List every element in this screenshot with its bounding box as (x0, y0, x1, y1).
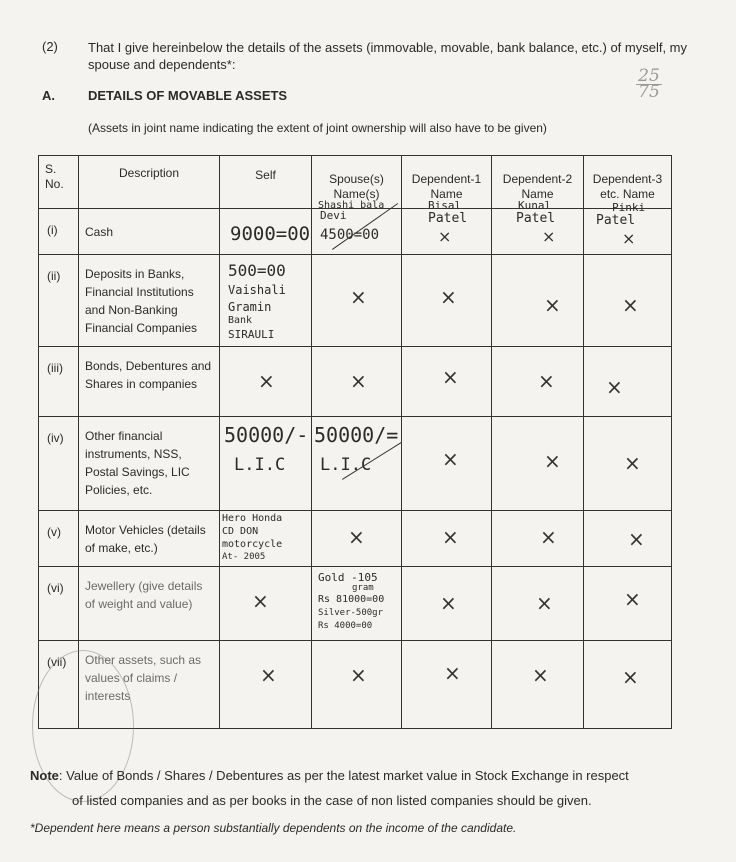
header-dependent-3: Dependent-3 etc. Name Pinki (584, 156, 672, 209)
cross-mark: × (624, 587, 641, 611)
handwritten-value: Bank (228, 315, 253, 326)
cell-dep2 (492, 255, 584, 347)
cell-dep1 (402, 347, 492, 417)
cross-mark: × (260, 663, 277, 687)
cell-dep2 (492, 567, 584, 641)
cross-mark: × (544, 293, 561, 317)
table-row (39, 209, 672, 255)
row-sno: (v) (39, 511, 79, 567)
handwritten-value: Rs 4000=00 (318, 621, 373, 631)
cell-spouse (312, 641, 402, 729)
row-description: Cash (79, 209, 220, 255)
row-description: Other financial instruments, NSS, Postal Savings, LIC Policies, etc. (79, 417, 220, 511)
handwritten-value: 50000/= (314, 423, 399, 447)
cell-dep3 (584, 641, 672, 729)
cross-mark: × (540, 525, 557, 549)
cell-self (220, 255, 312, 347)
cell-spouse (312, 417, 402, 511)
header-sno: S. No. (39, 156, 79, 209)
cross-mark: × (606, 375, 623, 399)
clause-text: That I give hereinbelow the details of the assets (immovable, movable, bank balance, etc.) of myself, my spouse and dependents*: (88, 40, 688, 72)
cross-mark: × (440, 591, 457, 615)
cell-self (220, 567, 312, 641)
section-note: (Assets in joint name indicating the extent of joint ownership will also have to be given) (88, 121, 547, 135)
cell-spouse (312, 347, 402, 417)
cross-mark: × (252, 589, 269, 613)
cross-mark: × (624, 451, 641, 475)
dependent-2-name-handwritten: Kunal (518, 199, 552, 212)
handwritten-value: Gold -105 (318, 571, 378, 584)
header-spouse: Spouse(s) Name(s) Shashi bala (312, 156, 402, 209)
handwritten-value: 50000/- (224, 423, 309, 447)
cell-dep1 (402, 511, 492, 567)
handwritten-value: SIRAULI (228, 328, 275, 341)
cell-dep3 (584, 347, 672, 417)
cross-mark: × (350, 663, 367, 687)
table-row (39, 255, 672, 347)
cell-self (220, 347, 312, 417)
row-description: Bonds, Debentures and Shares in companies (79, 347, 220, 417)
cell-dep2 (492, 417, 584, 511)
cross-mark: × (532, 663, 549, 687)
handwritten-value: Silver-500gr (318, 608, 384, 618)
cross-mark: × (350, 369, 367, 393)
row-description: Other assets, such as values of claims / interests (79, 641, 220, 729)
cell-dep2 (492, 511, 584, 567)
row-description: Jewellery (give details of weight and value) (79, 567, 220, 641)
cell-dep1 (402, 417, 492, 511)
row-description: Deposits in Banks, Financial Institutions and Non-Banking Financial Companies (79, 255, 220, 347)
row-sno: (ii) (39, 255, 79, 347)
handwritten-value: 9000=00 (230, 223, 311, 245)
cross-mark: × (622, 665, 639, 689)
handwritten-value: Patel (596, 213, 636, 228)
cell-dep1 (402, 255, 492, 347)
handwritten-value: L.I.C (320, 455, 372, 475)
dependent-3-name-handwritten: Pinki (612, 201, 646, 214)
cell-dep1 (402, 567, 492, 641)
cell-spouse (312, 567, 402, 641)
section-title: DETAILS OF MOVABLE ASSETS (88, 88, 288, 103)
handwritten-value: At- 2005 (222, 552, 266, 562)
clause-number: (2) (42, 39, 58, 54)
handwritten-value: gram (352, 583, 374, 593)
cell-dep3 (584, 417, 672, 511)
cross-mark: × (348, 525, 365, 549)
row-sno: (iv) (39, 417, 79, 511)
header-dependent-1: Dependent-1 Name Bisal (402, 156, 492, 209)
table-header-row (39, 156, 672, 209)
cell-self (220, 641, 312, 729)
handwritten-value: motorcycle (222, 539, 283, 550)
handwritten-value: Hero Honda (222, 513, 283, 524)
cell-spouse (312, 209, 402, 255)
cross-mark: × (538, 369, 555, 393)
cross-mark: × (350, 285, 367, 309)
cell-dep2 (492, 641, 584, 729)
cross-mark: × (442, 365, 459, 389)
table-row (39, 567, 672, 641)
cross-mark: × (536, 591, 553, 615)
cell-spouse (312, 511, 402, 567)
table-row (39, 417, 672, 511)
handwritten-value: Gramin (228, 300, 272, 314)
dependent-1-name-handwritten: Bisal (428, 199, 462, 212)
header-dependent-2: Dependent-2 Name Kunal (492, 156, 584, 209)
header-description: Description (79, 156, 220, 209)
cell-self (220, 417, 312, 511)
row-sno: (iii) (39, 347, 79, 417)
handwritten-page-mark: 25 75 (636, 70, 662, 99)
cross-mark: × (542, 227, 556, 246)
movable-assets-table (38, 155, 672, 729)
spouse-name-handwritten: Shashi bala (318, 200, 385, 211)
cross-mark: × (440, 285, 457, 309)
cross-mark: × (628, 527, 645, 551)
section-letter: A. (42, 88, 55, 103)
row-sno: (i) (39, 209, 79, 255)
handwritten-value: Patel (516, 211, 556, 226)
row-description: Motor Vehicles (details of make, etc.) (79, 511, 220, 567)
table-row (39, 347, 672, 417)
cell-self (220, 209, 312, 255)
header-self: Self (220, 156, 312, 209)
handwritten-value: Rs 81000=00 (318, 594, 385, 605)
cross-mark: × (442, 525, 459, 549)
table-row (39, 511, 672, 567)
cell-dep2 (492, 209, 584, 255)
cross-mark: × (544, 449, 561, 473)
handwritten-value: CD DON (222, 526, 259, 537)
cross-mark: × (442, 447, 459, 471)
cell-dep3 (584, 255, 672, 347)
cross-mark: × (444, 661, 461, 685)
cell-dep3 (584, 567, 672, 641)
row-sno: (vi) (39, 567, 79, 641)
note-line-1: Note: Value of Bonds / Shares / Debentures as per the latest market value in Stock Exchange in respect (30, 768, 629, 783)
handwritten-value: 500=00 (228, 261, 286, 280)
cell-dep3 (584, 209, 672, 255)
cell-self (220, 511, 312, 567)
cross-mark: × (622, 293, 639, 317)
handwritten-value: Devi (320, 209, 347, 222)
cell-spouse (312, 255, 402, 347)
dependent-footnote: *Dependent here means a person substantially dependents on the income of the candidate. (30, 821, 517, 835)
note-line-2: of listed companies and as per books in the case of non listed companies should be given. (72, 793, 592, 808)
handwritten-value: 4500=00 (320, 227, 380, 243)
row-sno: (vii) (39, 641, 79, 729)
cell-dep3 (584, 511, 672, 567)
handwritten-value: Vaishali (228, 283, 286, 297)
cross-mark: × (622, 229, 636, 248)
cell-dep1 (402, 641, 492, 729)
cell-dep1 (402, 209, 492, 255)
cross-mark: × (258, 369, 275, 393)
cell-dep2 (492, 347, 584, 417)
handwritten-value: L.I.C (234, 455, 286, 475)
handwritten-value: Patel (428, 211, 468, 226)
cross-mark: × (438, 227, 452, 246)
